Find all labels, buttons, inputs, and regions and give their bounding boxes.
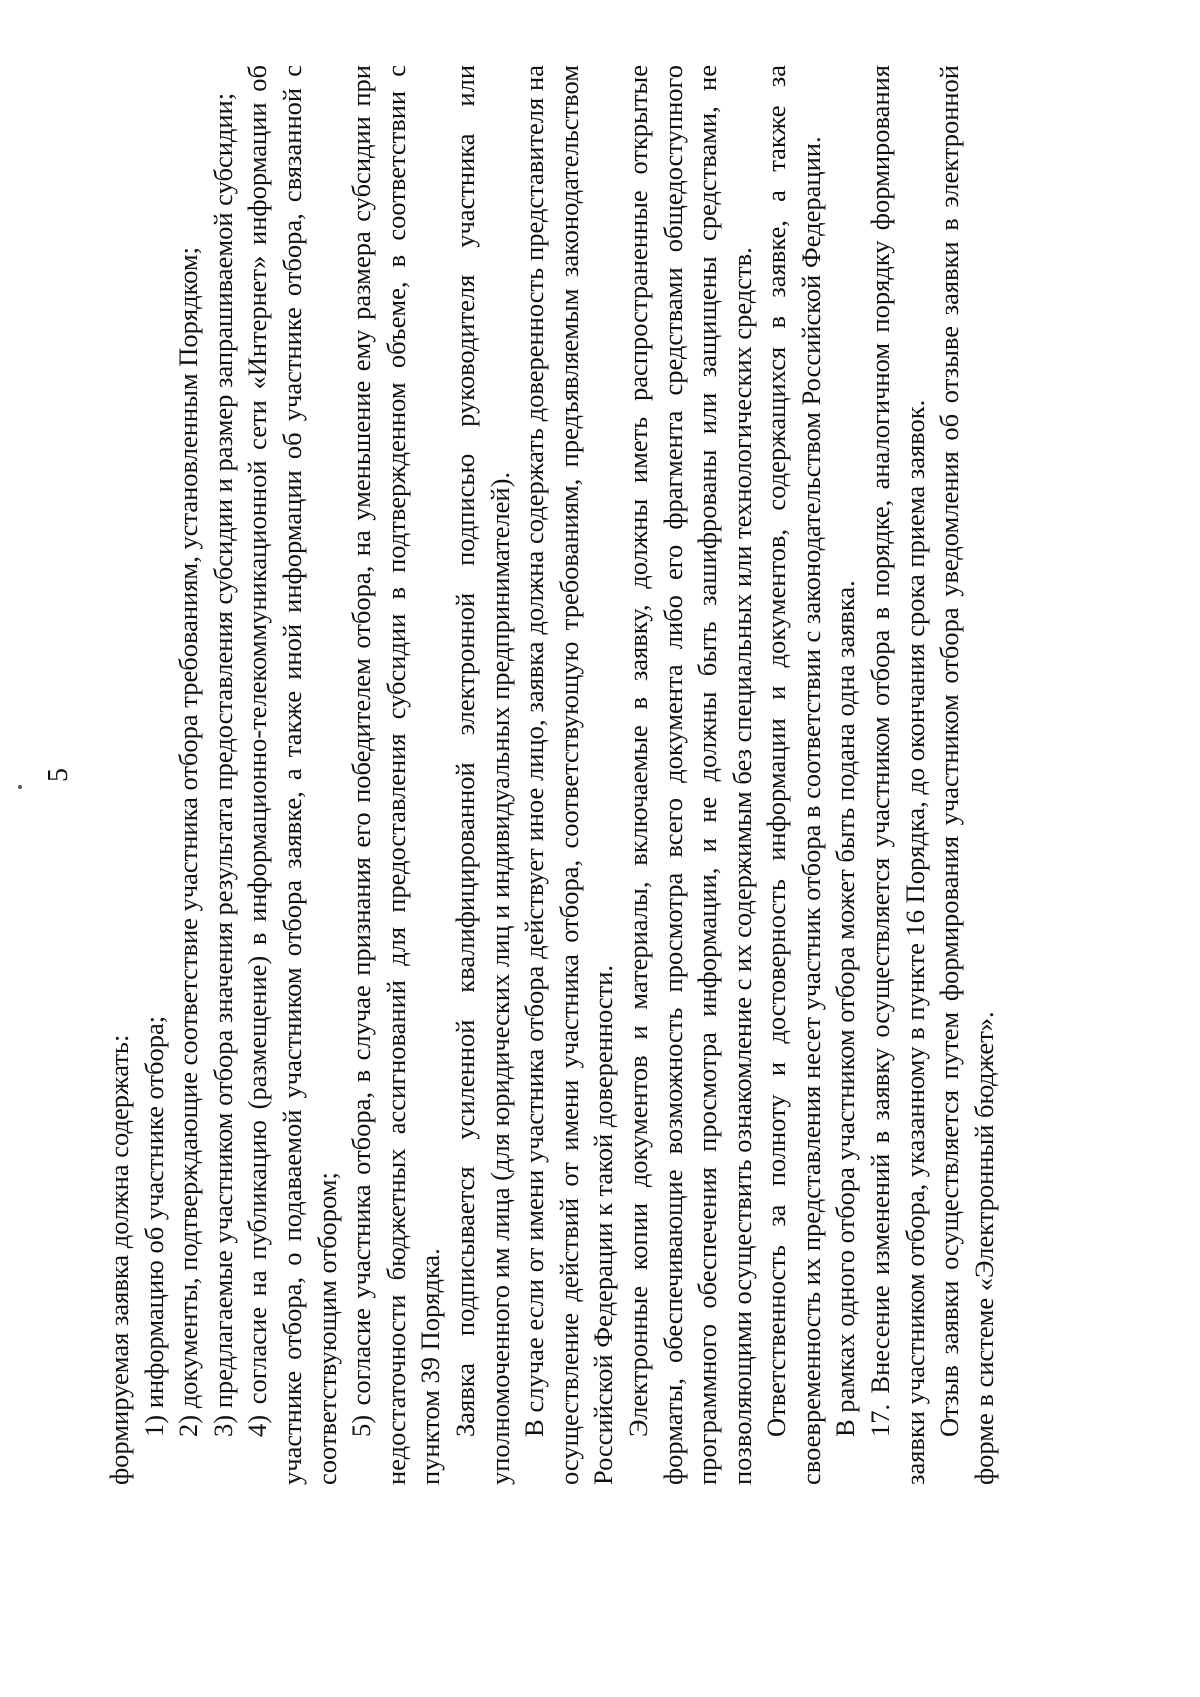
list-item-compliance-documents: 2) документы, подтверждающие соответствие участника отбора требованиям, установленным Порядком;: [173, 247, 204, 1437]
paragraph-electronic-copies: Электронные копии документов и материалы, включаемые в заявку, должны иметь распространенные открытые форматы, обеспечивающие возможность просмотра всего документа либо его фрагмента средствами общедоступного программного обеспечения просмотра информации, и не должны быть зашифрованы или защищены средствами, не позволяющими осуществить ознакомление с их содержимым без специальных или технологических средств.: [622, 65, 757, 1485]
paragraph-clause-17: 17. Внесение изменений в заявку осуществляется участником отбора в порядке, аналогичном порядку формирования заявки участником отбора, указанному в пункте 16 Порядка, до окончания срока приема заявок.: [865, 65, 930, 1485]
list-item-subsidy-reduction-consent: 5) согласие участника отбора, в случае признания его победителем отбора, на уменьшение ему размера субсидии при недостаточности бюджетных ассигнований для предоставления субсидии в подтвержденном объеме, в соответствии с пунктом 39 Порядка.: [346, 65, 446, 1485]
paragraph-responsibility: Ответственность за полноту и достоверность информации и документов, содержащихся в заявке, а также за своевременность их представления несет участник отбора в соответствии с законодательством Российской Федерации.: [761, 65, 826, 1485]
paragraph-power-of-attorney: В случае если от имени участника отбора действует иное лицо, заявка должна содержать доверенность представителя на осуществление действий от имени участника отбора, соответствующую требованиям, предъявляемым законодательством Российской Федерации к такой доверенности.: [519, 65, 619, 1485]
page-number: 5: [43, 768, 74, 782]
paragraph-signature: Заявка подписывается усиленной квалифицированной электронной подписью руководителя участника или уполномоченного им лица (для юридических лиц и индивидуальных предпринимателей).: [449, 65, 515, 1485]
paragraph-withdrawal: Отзыв заявки осуществляется путем формирования участником отбора уведомления об отзыве заявки в электронной форме в системе «Электронный бюджет».: [934, 65, 999, 1485]
list-item-result-values: 3) предлагаемые участником отбора значения результата предоставления субсидии и размер запрашиваемой субсидии;: [207, 92, 238, 1437]
paragraph-application-contents: формируемая заявка должна содержать:: [104, 1034, 134, 1485]
list-item-participant-info: 1) информацию об участнике отбора;: [138, 1015, 169, 1437]
document-page: [43, 65, 1001, 1485]
list-item-publication-consent: 4) согласие на публикацию (размещение) в информационно-телекоммуникационной сети «Интернет» информации об участнике отбора, о подаваемой участником отбора заявке, а также иной информации об участнике отбора, связанной с соответствующим отбором;: [242, 65, 342, 1485]
document-body: [102, 65, 1001, 1485]
paragraph-one-application: В рамках одного отбора участником отбора может быть подана одна заявка.: [830, 580, 861, 1437]
